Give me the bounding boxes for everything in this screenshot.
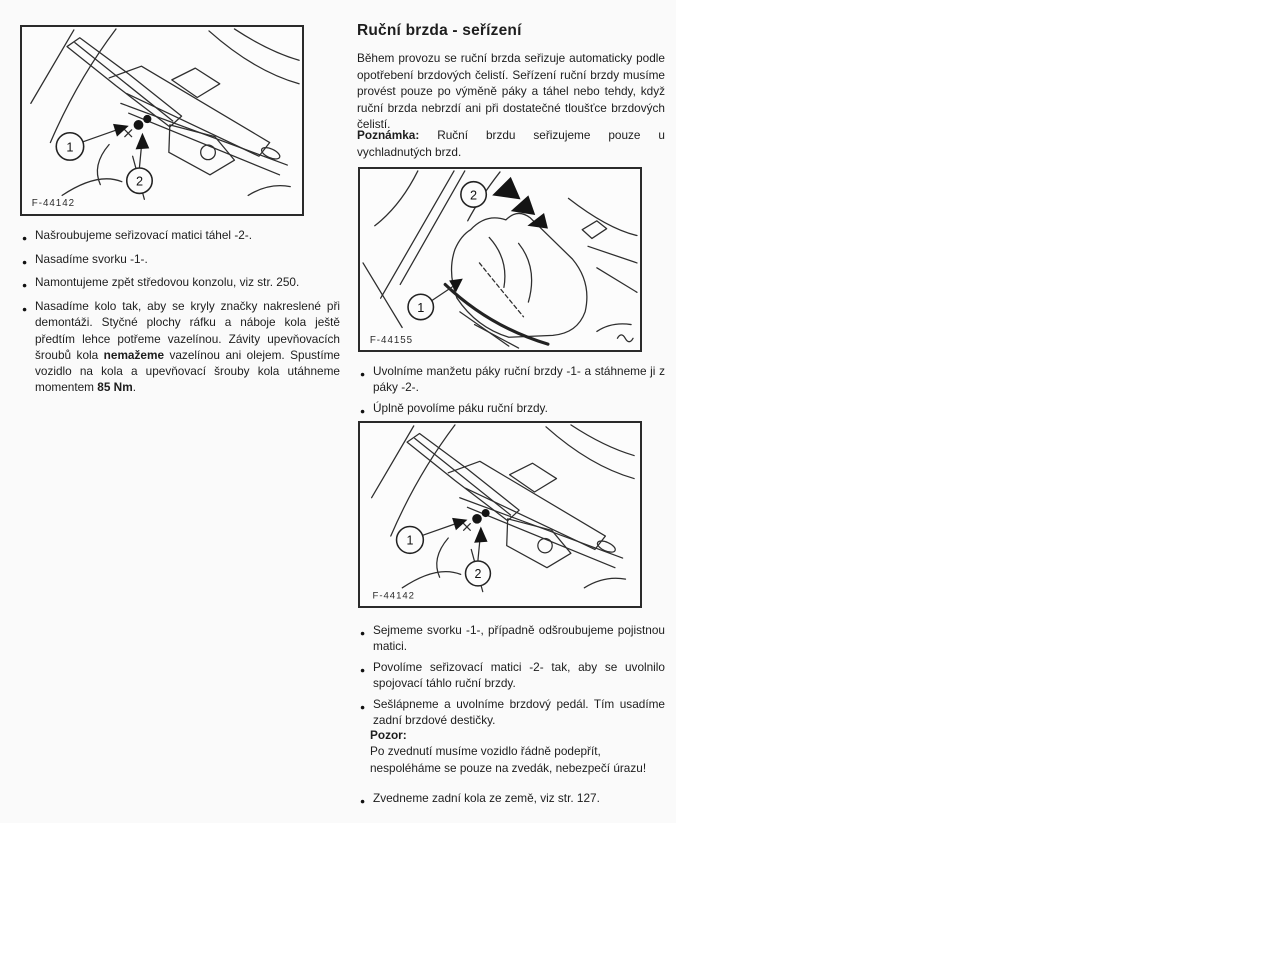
list-item <box>360 363 665 395</box>
ratchet-rail-lower <box>467 507 615 567</box>
callout-2-number: 2 <box>470 187 478 203</box>
note-label: Poznámka: <box>357 128 420 142</box>
warning-heading: Pozor: <box>370 728 407 742</box>
right-rod-line <box>597 268 637 292</box>
lock-nut <box>143 115 151 123</box>
final-step <box>360 790 665 814</box>
boot-fold-line-3 <box>479 263 523 317</box>
console-edge-line <box>372 426 414 498</box>
handbrake-boot-drawing <box>360 169 640 350</box>
console-curve <box>50 29 116 143</box>
callout-2-arrowhead <box>474 526 487 542</box>
list-item <box>22 298 340 395</box>
page-title: Ruční brzda - seřízení <box>357 22 522 39</box>
callout-2-arrow-line <box>139 146 141 167</box>
ratchet-rail-lower <box>129 113 280 175</box>
callout-2-number: 2 <box>474 567 482 582</box>
step-text: Sešlápneme a uvolníme brzdový pedál. Tím usadíme zadní brzdové destičky. <box>373 696 665 728</box>
step-text: Sejmeme svorku -1-, případně odšroubujeme pojistnou matici. <box>373 623 665 654</box>
lever-arm-inner-line <box>75 43 173 121</box>
callout-1-arrow-line <box>84 130 117 142</box>
lower-left-diagonal <box>363 263 402 328</box>
chevron-large <box>492 177 520 200</box>
bullet-icon: ● <box>360 628 366 638</box>
step-text: Zvedneme zadní kola ze země, viz str. 127. <box>373 791 600 805</box>
adjusting-nut <box>472 514 482 524</box>
asterisk-mark <box>125 130 132 137</box>
step-text: Úplně povolíme páku ruční brzdy. <box>373 400 548 415</box>
bottom-left-curve <box>62 179 122 196</box>
figure-handbrake-boot <box>358 167 642 352</box>
console-curve <box>391 425 455 536</box>
clamp-detail <box>510 463 557 492</box>
callout-2-arrow-line <box>478 540 480 560</box>
callout-1-number: 1 <box>66 139 74 155</box>
ratchet-rail-upper <box>448 461 605 549</box>
warning-text: Po zvednutí musíme vozidlo řádně podepřít, nespoléháme se pouze na zvedák, nebezpečí úrazu! <box>370 744 647 775</box>
right-sweep-2 <box>588 246 637 263</box>
boot-fold-line-1 <box>489 237 505 287</box>
figure-label: F-44142 <box>31 198 76 210</box>
bullet-icon: ● <box>22 304 28 315</box>
list-item <box>360 696 665 728</box>
bullet-icon: ● <box>360 405 366 416</box>
top-right-sweep-1 <box>546 427 634 479</box>
steps-after-boot-figure <box>360 363 665 424</box>
list-item <box>360 659 665 691</box>
boot-edge-thick-line <box>445 284 548 344</box>
lever-arm-inner-line <box>415 438 511 515</box>
bullet-icon: ● <box>360 701 366 712</box>
callout-1-group <box>56 124 128 160</box>
step-text: Uvolníme manžetu páky ruční brzdy -1- a stáhneme ji z páky -2-. <box>373 364 665 395</box>
pivot-hole <box>201 145 216 160</box>
bottom-right-curve <box>584 578 625 588</box>
console-edge-line <box>31 30 74 103</box>
list-item <box>360 622 665 654</box>
adjusting-nut <box>134 120 144 130</box>
step-text-bold: 85 Nm <box>97 380 133 395</box>
list-item <box>360 400 665 419</box>
bullet-icon: ● <box>22 256 28 267</box>
bottom-left-curve <box>402 572 460 588</box>
console-curve-left <box>375 171 418 226</box>
handbrake-mechanism-drawing <box>360 423 640 606</box>
handbrake-mechanism-drawing <box>22 27 302 214</box>
figure-handbrake-mechanism-1 <box>20 25 304 216</box>
step-text: Povolíme seřizovací matici -2- tak, aby se uvolnilo spojovací táhlo ruční brzdy. <box>373 659 665 691</box>
callout-2-group <box>127 133 152 194</box>
step-text-part: . <box>132 380 136 395</box>
figure-label: F-44142 <box>372 590 415 602</box>
steps-after-mechanism-figure <box>360 622 665 733</box>
intro-paragraph: Během provozu se ruční brzda seřizuje automaticky podle opotřebení brzdových čelistí. Seřízení ruční brzdy musíme provést pouze po výměně páky a táhel nebo tehdy, když ruční brzda nebrzdí ani při dostatečné tloušťce brzdových čelistí. <box>357 51 665 132</box>
boot-fold-line-2 <box>519 243 532 302</box>
step-text: Našroubujeme seřizovací matici táhel -2-. <box>35 228 253 242</box>
bullet-icon: ● <box>360 796 366 806</box>
console-diagonal-1 <box>381 171 454 298</box>
bullet-icon: ● <box>22 280 28 291</box>
top-right-sweep-1 <box>209 31 299 84</box>
top-right-sweep-2 <box>234 29 299 60</box>
bottom-right-curve <box>248 186 290 196</box>
step-text: Namontujeme zpět středovou konzolu, viz str. 250. <box>35 275 300 290</box>
pivot-hole <box>538 538 552 552</box>
callout-2-arrowhead <box>136 133 150 150</box>
list-item <box>22 251 340 270</box>
list-item <box>360 790 665 809</box>
warning-block <box>370 727 666 776</box>
right-clip-detail <box>582 221 606 239</box>
chevron-small <box>527 213 548 229</box>
lever-lower-line-2 <box>475 325 519 348</box>
callout-1-group <box>408 279 463 320</box>
callout-1-number: 1 <box>417 299 425 315</box>
right-sweep-1 <box>568 198 636 235</box>
asterisk-mark <box>464 524 471 531</box>
ratchet-rail-upper <box>109 66 270 156</box>
step-text-wheel <box>35 298 340 395</box>
callout-1-arrow-line <box>432 286 453 300</box>
note-text: Ruční brzdu seřizujeme pouze u vychladnutých brzd. <box>357 128 665 159</box>
lock-nut <box>482 509 490 517</box>
pull-direction-chevrons <box>492 177 548 229</box>
adjusting-nut-group <box>472 509 489 524</box>
bottom-right-curve <box>597 324 631 332</box>
clamp-detail <box>172 68 220 97</box>
callout-2-group <box>466 526 491 585</box>
step-text-part: vazelínou ani olejem. Spustíme vozidlo na kola a upevňovací šrouby kola utáhneme momentem <box>35 347 340 395</box>
callout-2-number: 2 <box>135 173 144 189</box>
callout-2-group <box>461 182 486 207</box>
bottom-right-squiggle <box>617 335 633 342</box>
bullet-icon: ● <box>22 233 28 243</box>
bullet-icon: ● <box>360 369 366 379</box>
note-paragraph <box>357 127 665 160</box>
console-diagonal-2 <box>400 171 465 284</box>
left-column-steps <box>22 227 340 400</box>
figure-label: F-44155 <box>369 335 414 347</box>
step-text-bold: nemažeme <box>103 347 164 362</box>
figure-handbrake-mechanism-2 <box>358 421 642 608</box>
step-text-part: Nasadíme kolo tak, aby se kryly značky nakreslené při demontáži. Styčné plochy ráfku a náboje kola ještě předtím lehce potřeme vazelínou. Závity upevňovacích šroubů kola <box>35 299 340 362</box>
hand-on-boot-outline <box>452 213 587 337</box>
callout-1-group <box>397 518 468 553</box>
callout-1-arrow-line <box>423 524 456 535</box>
adjusting-nut-group <box>134 115 152 130</box>
top-right-sweep-2 <box>571 425 634 456</box>
callout-1-number: 1 <box>406 533 414 548</box>
list-item <box>22 227 340 246</box>
bullet-icon: ● <box>360 664 366 675</box>
step-text: Nasadíme svorku -1-. <box>35 251 148 266</box>
list-item <box>22 274 340 293</box>
